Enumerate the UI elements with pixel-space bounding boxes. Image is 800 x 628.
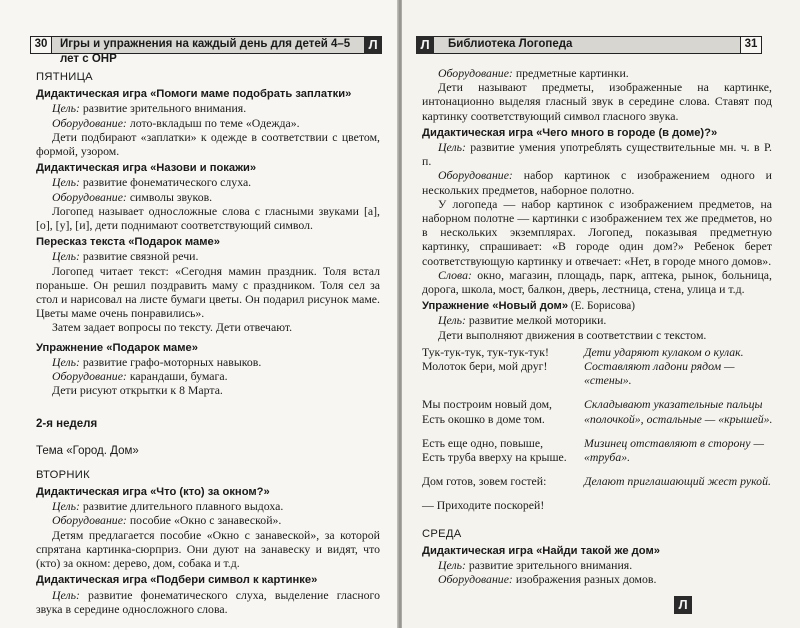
week-heading: 2-я неделя — [36, 418, 98, 431]
theme-heading: Тема «Город. Дом» — [36, 444, 139, 457]
game-goal: Цель: развитие зрительного внимания. — [52, 101, 247, 116]
left-page — [0, 0, 398, 628]
game-equipment: Оборудование: пособие «Окно с занавеской». — [52, 513, 282, 528]
game-goal: Цель: развитие фонематического слуха. — [52, 175, 252, 190]
game-goal: Цель: развитие умения употреблять существительные мн. ч. в Р. п. — [422, 140, 772, 169]
poem-action — [584, 498, 774, 512]
game-description: Дети выполняют движения в соответствии с текстом. — [438, 327, 707, 342]
page-number: 31 — [740, 36, 762, 54]
day-heading: СРЕДА — [422, 527, 462, 540]
game-goal: Цель: развитие графо-моторных навыков. — [52, 354, 262, 369]
publisher-logo-icon: Л — [416, 36, 434, 54]
game-equipment: Оборудование: предметные картинки. — [438, 66, 629, 80]
game-equipment: Оборудование: символы звуков. — [52, 189, 213, 204]
game-title: Упражнение «Подарок маме» — [36, 341, 198, 354]
game-equipment: Оборудование: изображения разных домов. — [438, 572, 657, 587]
poem-action: Мизинец отставляют в сторону — «труба». — [584, 435, 764, 465]
game-description: Дети рисуют открытки к 8 Марта. — [52, 383, 223, 398]
game-title: Пересказ текста «Подарок маме» — [36, 236, 220, 249]
game-description: У логопеда — набор картинок с изображением предметов, на наборном полотне — картинки с изображением тех же предметов, но в нескольких экземплярах. Логопед, показывая предметную картинку, спрашивает: «В городе один дом?» Ребенок берет соответствующую картинку и отвечает: «Нет, в городе много домов». — [422, 196, 772, 268]
game-goal: Цель: развитие мелкой моторики. — [438, 313, 607, 328]
game-equipment: Оборудование: карандаши, бумага. — [52, 369, 228, 384]
right-page — [402, 0, 800, 628]
game-goal: Цель: развитие связной речи. — [52, 249, 199, 264]
header-title: Библиотека Логопеда — [434, 36, 740, 54]
poem-line: Мы построим новый дом, Есть окошко в доме том. — [422, 397, 552, 426]
corner-logo-icon: Л — [674, 596, 692, 614]
game-goal: Цель: развитие фонематического слуха, выделение гласного звука в середине односложного слова. — [36, 587, 380, 616]
day-heading: ВТОРНИК — [36, 468, 90, 481]
poem-action: Делают приглашающий жест рукой. — [584, 474, 771, 489]
game-description: Дети называют предметы, изображенные на картинке, интонационно выделяя гласный звук в середине слова. Ставят под картинку соответствующий символ гласного звука. — [422, 80, 772, 123]
game-title: Дидактическая игра «Найди такой же дом» — [422, 544, 660, 557]
game-title: Дидактическая игра «Чего много в городе (в доме)?» — [422, 126, 718, 139]
game-words: Слова: окно, магазин, площадь, парк, аптека, рынок, больница, дорога, школа, мост, балкон, дверь, лестница, стена, улица и т.д. — [422, 267, 772, 297]
poem-line: Тук-тук-тук, тук-тук-тук! Молоток бери, мой друг! — [422, 344, 549, 374]
poem-author: (Е. Борисова) — [568, 300, 635, 313]
right-page-header — [416, 36, 762, 54]
page-number: 30 — [30, 36, 52, 54]
game-title: Дидактическая игра «Что (кто) за окном?» — [36, 486, 270, 499]
game-description: Затем задает вопросы по тексту. Дети отвечают. — [52, 320, 293, 335]
poem-table — [422, 345, 772, 523]
game-description: Дети подбирают «заплатки» к одежде в соответствии с цветом, формой, узором. — [36, 129, 380, 159]
left-page-header — [30, 36, 382, 65]
poem-line: — Приходите поскорей! — [422, 498, 545, 513]
game-title: Дидактическая игра «Помоги маме подобрать заплатки» — [36, 88, 352, 101]
game-equipment: Оборудование: лото-вкладыш по теме «Одежда». — [52, 115, 300, 130]
game-title: Упражнение «Новый дом» (Е. Борисова) — [422, 300, 635, 313]
publisher-logo-icon: Л — [364, 36, 382, 54]
poem-line: Есть еще одно, повыше, Есть труба вверху на крыше. — [422, 435, 567, 465]
game-goal: Цель: развитие длительного плавного выдоха. — [52, 499, 284, 514]
header-title: Игры и упражнения на каждый день для детей 4–5 лет с ОНР — [52, 36, 364, 54]
day-heading: ПЯТНИЦА — [36, 71, 93, 83]
poem-action: Дети ударяют кулаком о кулак. Составляют ладони рядом — «стены». — [584, 344, 744, 388]
poem-action: Складывают указательные пальцы «полочкой», остальные — «крышей». — [584, 397, 773, 426]
game-title: Дидактическая игра «Назови и покажи» — [36, 162, 257, 175]
story-text: Логопед читает текст: «Сегодня мамин праздник. Толя встал пораньше. Он решил поздравить маму с праздником. Толя сел за стол и нарисовал на листе бумаги цветы. Он подарил рисунок маме. Цветы маме очень понравились». — [36, 263, 380, 321]
game-title: Дидактическая игра «Подбери символ к картинке» — [36, 574, 318, 587]
right-page-content — [422, 66, 772, 587]
game-description: Детям предлагается пособие «Окно с занавеской», за которой спрятана картинка-сюрприз. Они дуют на занавеску и видят, что (кто) за окном: дерево, дом, собака и т.д. — [36, 527, 380, 571]
game-equipment: Оборудование: набор картинок с изображением одного и нескольких предметов, наборное полотно. — [422, 168, 772, 197]
game-goal: Цель: развитие зрительного внимания. — [438, 558, 633, 573]
left-page-content — [36, 68, 380, 616]
poem-line: Дом готов, зовем гостей: — [422, 474, 547, 489]
game-description: Логопед называет односложные слова с гласными звуками [а], [о], [у], [и], дети поднимают соответствующий символ. — [36, 203, 380, 233]
